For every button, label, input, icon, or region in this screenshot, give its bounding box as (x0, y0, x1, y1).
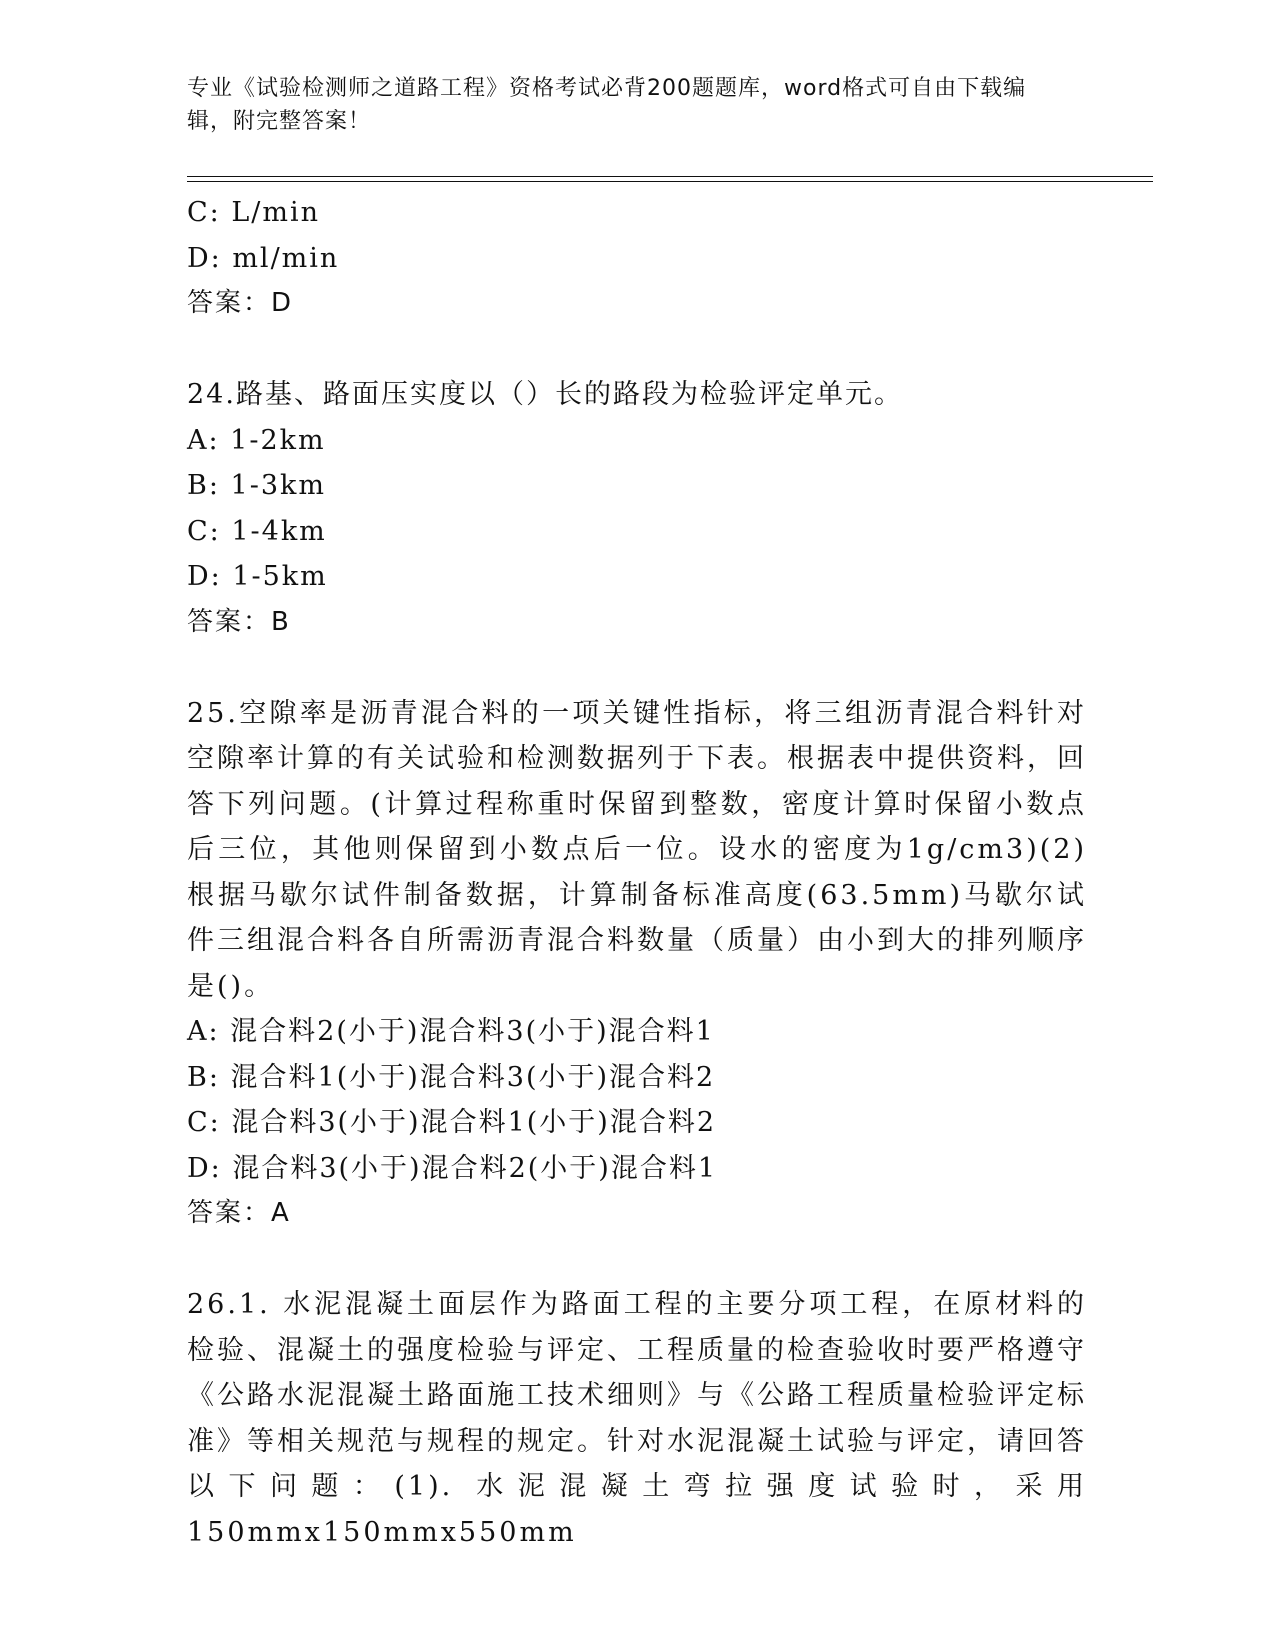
spacer (187, 1237, 1087, 1283)
question-23-tail (187, 190, 1087, 327)
question-text: 25.空隙率是沥青混合料的一项关键性指标，将三组沥青混合料针对空隙率计算的有关试验和检测数据列于下表。根据表中提供资料，回答下列问题。(计算过程称重时保留到整数，密度计算时保留小数点后三位，其他则保留到小数点后一位。设水的密度为1g/cm3)(2)根据马歇尔试件制备数据，计算制备标准高度(63.5mm)马歇尔试件三组混合料各自所需沥青混合料数量（质量）由小到大的排列顺序是()。 (187, 697, 1087, 1002)
option-d: D: 混合料3(小于)混合料2(小于)混合料1 (187, 1152, 717, 1184)
spacer (187, 645, 1087, 691)
header-divider-top (187, 176, 1153, 177)
option-c: C: 混合料3(小于)混合料1(小于)混合料2 (187, 1107, 717, 1138)
option-d: D: ml/min (187, 242, 340, 274)
question-25 (187, 691, 1087, 1237)
answer-line: 答案：D (187, 288, 294, 318)
option-a: A: 1-2km (187, 424, 326, 456)
spacer (187, 327, 1087, 373)
answer-line: 答案：B (187, 606, 291, 637)
question-text: 24.路基、路面压实度以（）长的路段为检验评定单元。 (187, 379, 903, 410)
question-26 (187, 1282, 1087, 1555)
option-c: C: L/min (187, 197, 320, 228)
question-24 (187, 372, 1087, 645)
option-b: B: 混合料1(小于)混合料3(小于)混合料2 (187, 1061, 716, 1093)
header-divider-bottom (187, 181, 1153, 182)
question-text: 26.1. 水泥混凝土面层作为路面工程的主要分项工程，在原材料的检验、混凝土的强度检验与评定、工程质量的检查验收时要严格遵守《公路水泥混凝土路面施工技术细则》与《公路工程质量检验评定标准》等相关规范与规程的规定。针对水泥混凝土试验与评定，请回答以下问题：(1). 水泥混凝土弯拉强度试验时，采用150mmx150mmx550mm (187, 1289, 1087, 1548)
option-b: B: 1-3km (187, 470, 326, 501)
question-content (187, 190, 1087, 1555)
option-c: C: 1-4km (187, 515, 327, 547)
document-header: 专业《试验检测师之道路工程》资格考试必背200题题库，word格式可自由下载编辑，附完整答案！ (187, 76, 1027, 134)
answer-line: 答案：A (187, 1198, 291, 1228)
option-d: D: 1-5km (187, 561, 328, 592)
option-a: A: 混合料2(小于)混合料3(小于)混合料1 (187, 1016, 715, 1047)
